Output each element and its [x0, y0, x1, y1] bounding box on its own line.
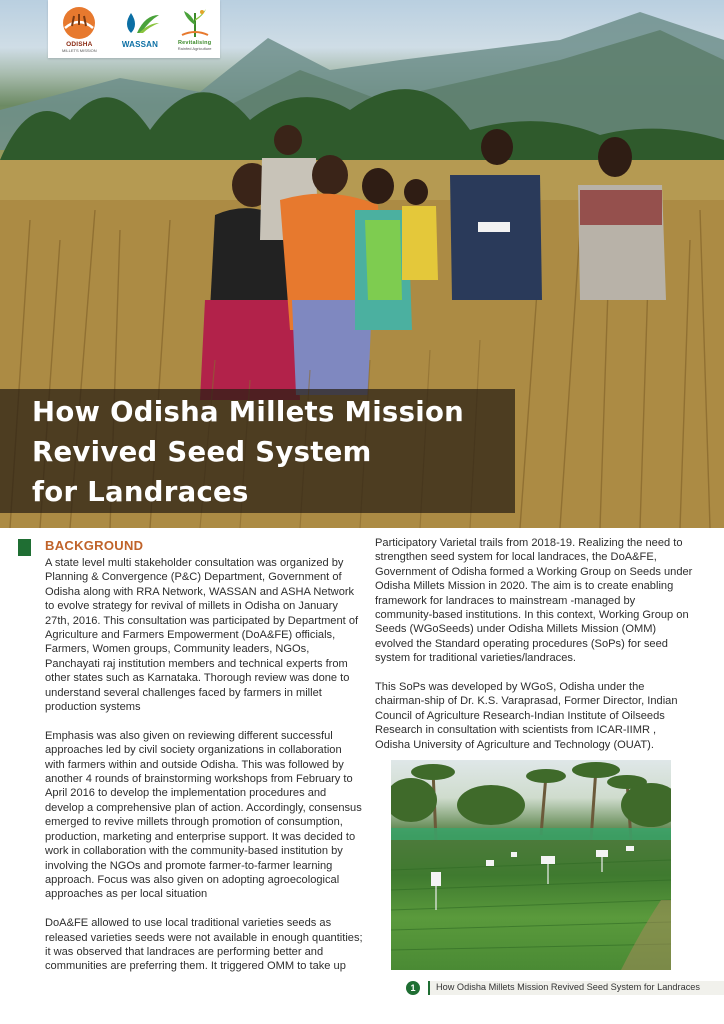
section-heading-background: BACKGROUND — [45, 538, 144, 553]
page-number-badge: 1 — [406, 981, 420, 995]
title-line-1: How Odisha Millets Mission — [32, 396, 465, 428]
revitalising-logo-sub: Rainfed Agriculture — [177, 46, 212, 51]
trial-field-illustration — [391, 760, 671, 970]
left-column — [45, 556, 363, 988]
title-line-2: Revived Seed System — [32, 436, 372, 468]
paragraph-emphasis: Emphasis was also given on reviewing different successful approaches led by civil society organizations in collaboration with farmers within and outside Odisha. This was followed by another 4 rounds of brainstorming workshops from February to April 2016 to develop the implementation procedures and develop a comprehensive plan of action. Accordingly, consensus emerged to revive millets through promotion of consumption, production, marketing and enterprise support. It was decided to work in collaboration with the community-based institution by involving the NGOs and promote farmer-to-farmer learning approach. Focus was also given on adopting agroecological approaches as per local situation — [45, 729, 362, 901]
odisha-logo-sub: MILLETS MISSION — [61, 47, 97, 53]
odisha-logo-emblem-icon — [56, 6, 102, 40]
title-line-3: for Landraces — [32, 476, 249, 508]
revitalising-logo-name: Revitalising — [178, 40, 212, 46]
revitalising-rainfed-agriculture-logo — [178, 2, 212, 56]
logo-strip — [48, 0, 220, 58]
paragraph-consultation: A state level multi stakeholder consultation was organized by Planning & Convergence (P&C) Department, Government of Odisha along with RRA Network, WASSAN and ASHA Network to evolve strategy for revival of millets in Odisha on January 27th, 2016. This consultation was participated by Department of Agriculture and Farmers Empowerment (DoA&FE) officials, Farmers, Women groups, Community leaders, NGOs, Panchayati raj institution members and technical experts from other states such as Karnataka. Thorough review was done to understand several challenges faced by farmers in millet production systems — [45, 557, 359, 714]
paragraph-doafe: DoA&FE allowed to use local traditional varieties seeds as released varieties seeds were not available in enough quantities; it was observed that landraces are performing better and communities are preferring them. It triggered OMM to take up — [45, 917, 363, 973]
page-title — [32, 392, 502, 512]
paragraph-sops: This SoPs was developed by WGoS, Odisha under the chairman-ship of Dr. K.S. Varaprasad, Former Director, Indian Council of Agriculture Research-Indian Institute of Oilseeds Research in consultation with scientists from ICAR-IIMR , Odisha University of Agriculture and Technology (OUAT). — [375, 681, 678, 751]
footer-bar — [428, 981, 724, 995]
paragraph-varietal-trails: Participatory Varietal trails from 2018-19. Realizing the need to strengthen seed system for local landraces, the DoA&FE, Government of Odisha formed a Working Group on Seeds under Odisha Millets Mission in 2020. The aim is to create enabling framework for landraces to mainstream -managed by community-based institutions. In this context, Working Group on Seeds (WGoSeeds) under Odisha Millets Mission (OMM) evolved the Standard operating procedures (SoPs) for seed system for traditional varieties/landraces. — [375, 537, 693, 665]
wassan-drop-leaf-icon — [119, 9, 161, 39]
odisha-logo-name: ODISHA — [66, 40, 93, 48]
wassan-logo-name: WASSAN — [121, 40, 159, 49]
footer-title: How Odisha Millets Mission Revived Seed System for Landraces — [436, 982, 700, 992]
odisha-millets-mission-logo — [56, 2, 102, 56]
revitalising-plant-icon — [178, 7, 212, 39]
page-footer — [406, 981, 724, 997]
wassan-logo — [119, 2, 161, 56]
trial-field-photo — [391, 760, 671, 970]
right-column — [375, 536, 693, 766]
section-marker — [18, 539, 31, 556]
